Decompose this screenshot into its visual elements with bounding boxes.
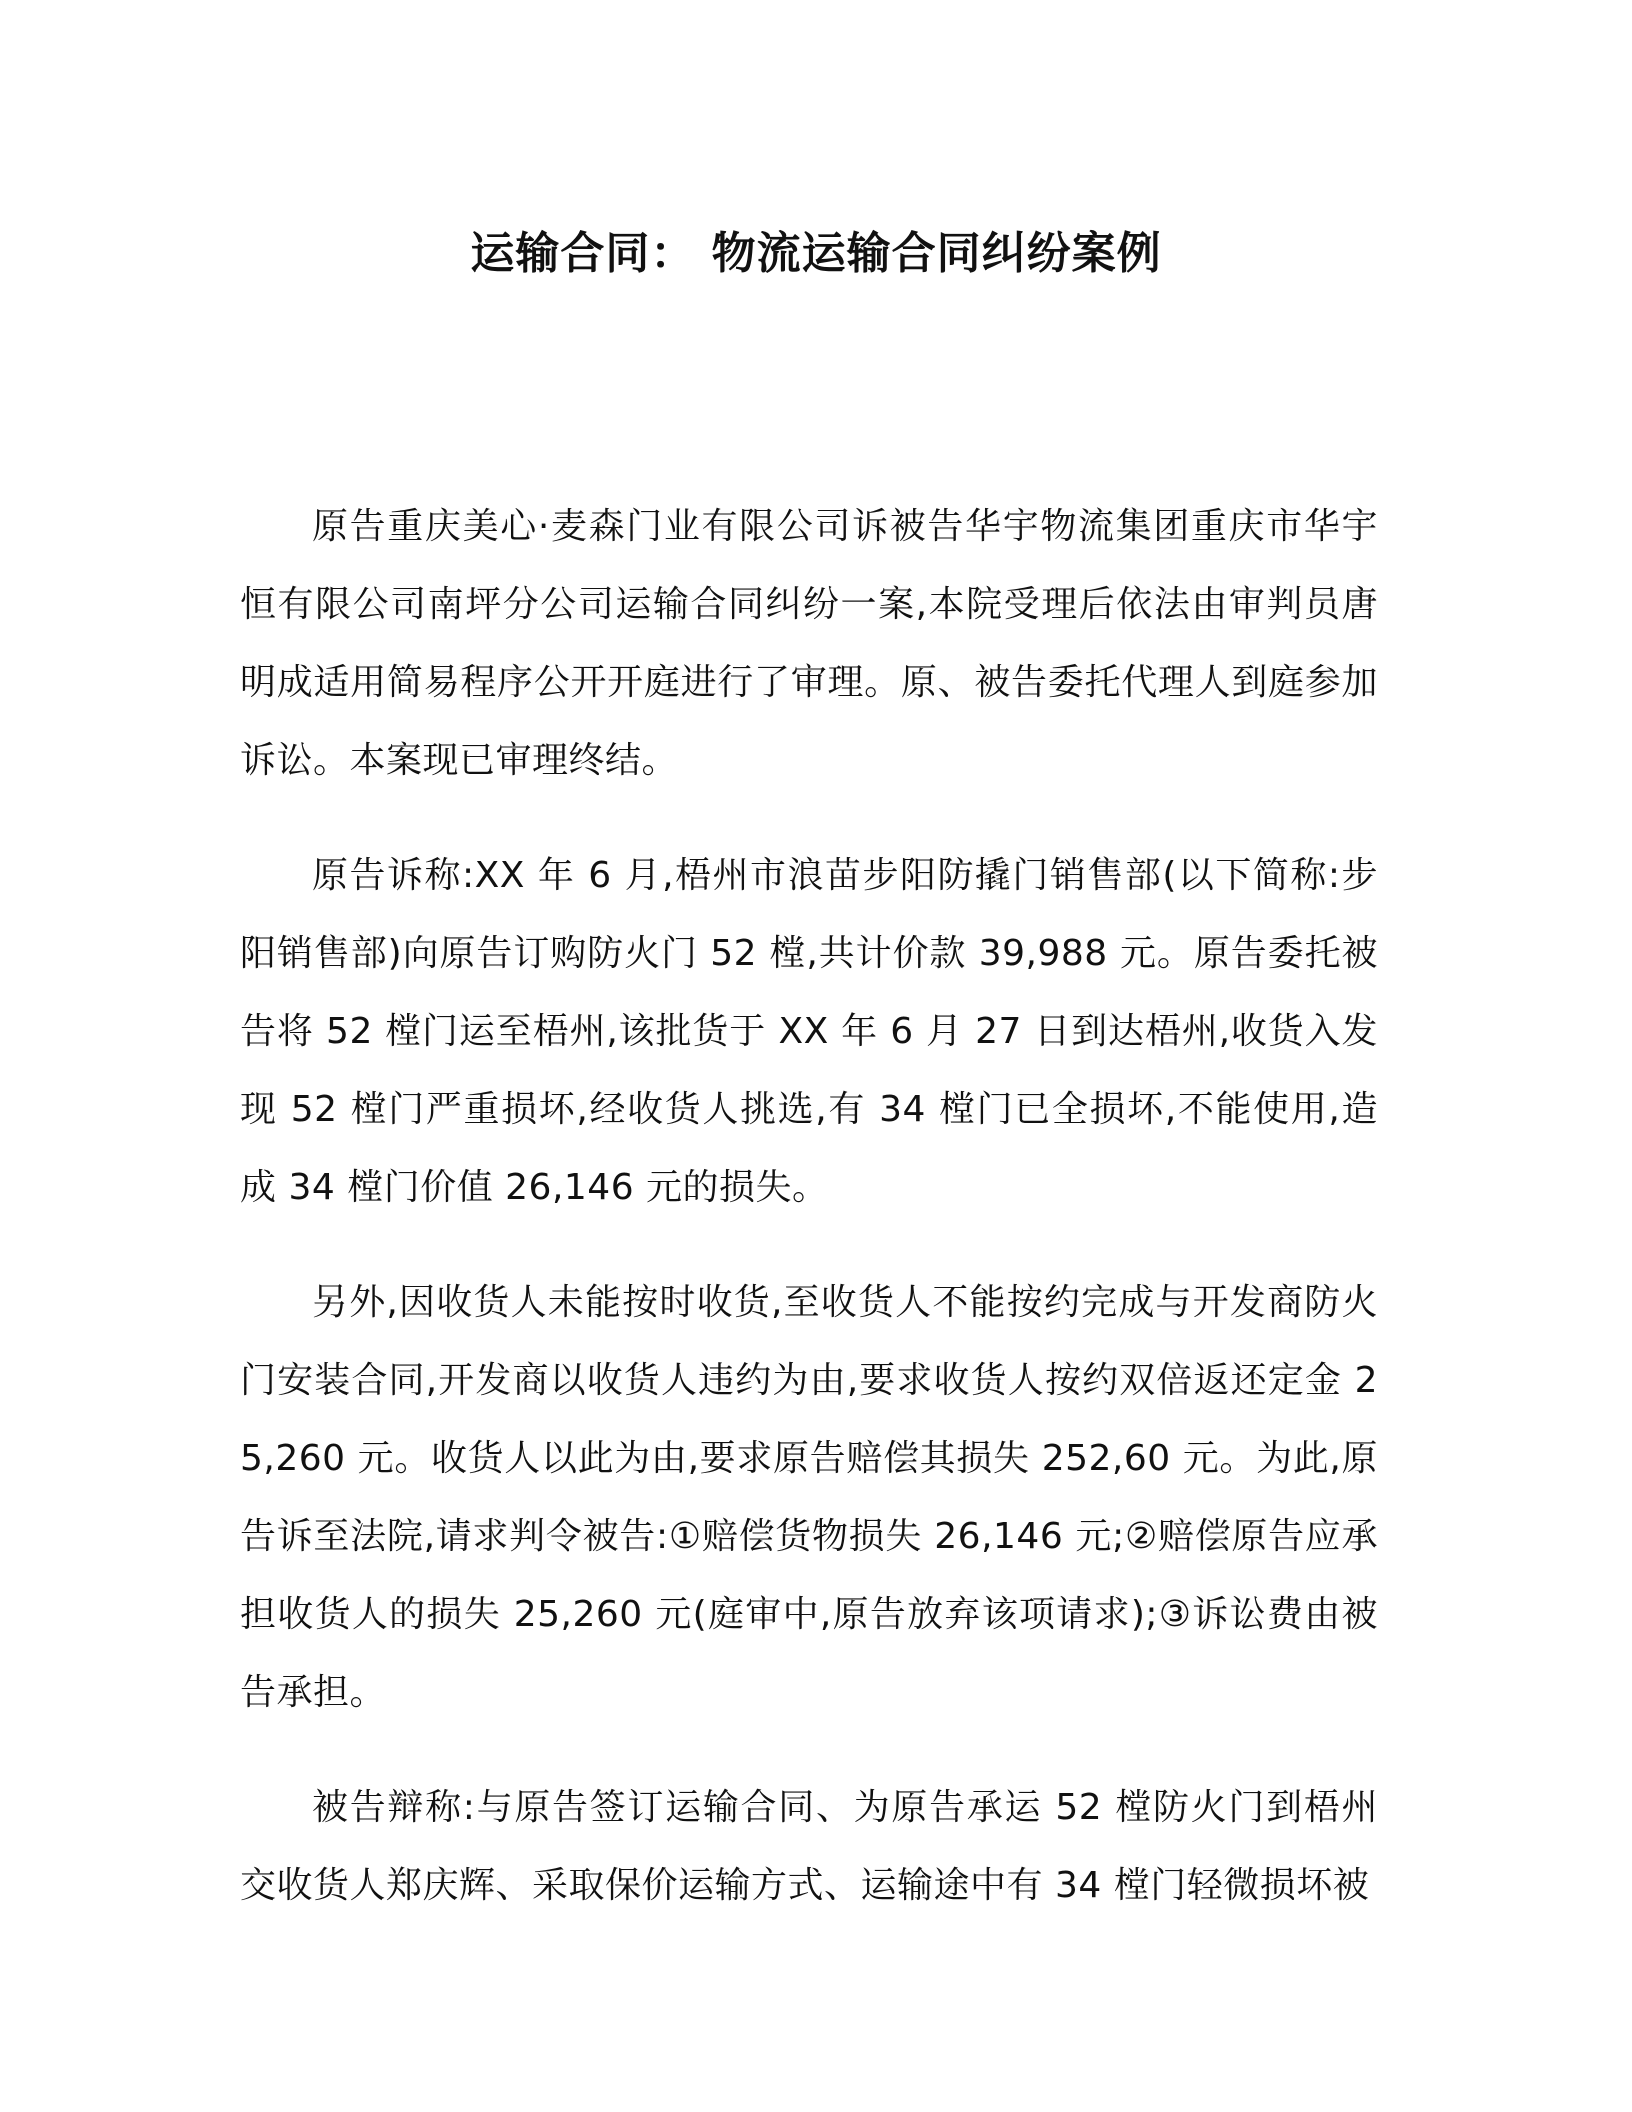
paragraph-additional-claims: 另外,因收货人未能按时收货,至收货人不能按约完成与开发商防火门安装合同,开发商以收货人违约为由,要求收货人按约双倍返还定金 25,260 元。收货人以此为由,要求原告赔偿其损失 252,60 元。为此,原告诉至法院,请求判令被告:①赔偿货物损失 26,146 元;②赔偿原告应承担收货人的损失 25,260 元(庭审中,原告放弃该项请求);③诉讼费由被告承担。 xyxy=(240,1282,1378,1713)
document-title: 运输合同： 物流运输合同纠纷案例 xyxy=(470,228,1162,279)
document-body xyxy=(240,488,1378,1962)
paragraph-plaintiff-claim: 原告诉称:XX 年 6 月,梧州市浪苗步阳防撬门销售部(以下简称:步阳销售部)向原告订购防火门 52 樘,共计价款 39,988 元。原告委托被告将 52 樘门运至梧州,该批货于 XX 年 6 月 27 日到达梧州,收货入发现 52 樘门严重损坏,经收货人挑选,有 34 樘门已全损坏,不能使用,造成 34 樘门价值 26,146 元的损失。 xyxy=(240,855,1378,1208)
paragraph-plaintiff-intro: 原告重庆美心·麦森门业有限公司诉被告华宇物流集团重庆市华宇恒有限公司南坪分公司运输合同纠纷一案,本院受理后依法由审判员唐明成适用简易程序公开开庭进行了审理。原、被告委托代理人到庭参加诉讼。本案现已审理终结。 xyxy=(240,506,1378,781)
paragraph-defendant-response: 被告辩称:与原告签订运输合同、为原告承运 52 樘防火门到梧州交收货人郑庆辉、采取保价运输方式、运输途中有 34 樘门轻微损坏被 xyxy=(240,1787,1378,1906)
